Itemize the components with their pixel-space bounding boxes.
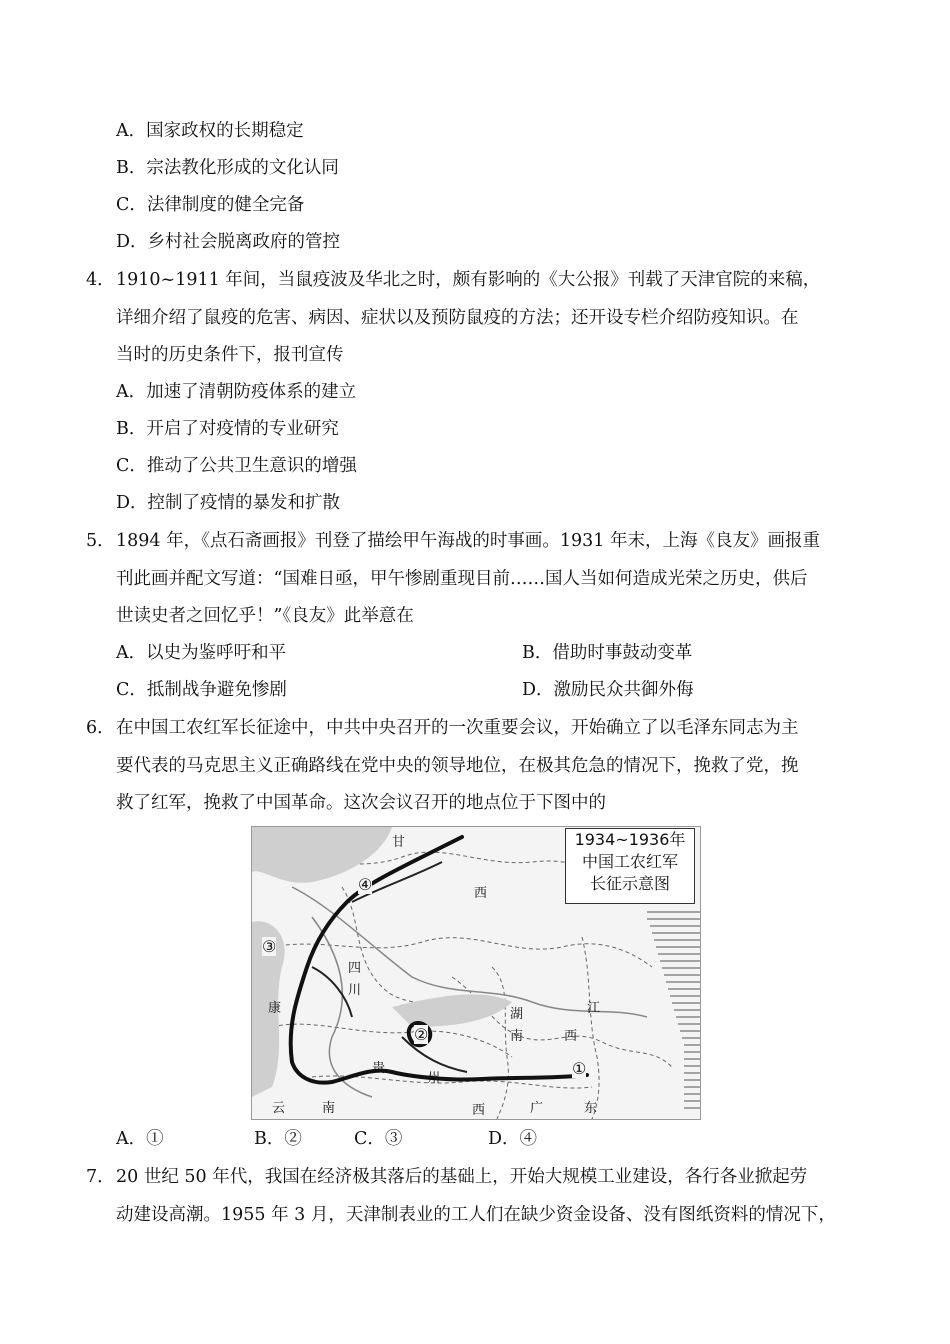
map-label-hu: 湖 xyxy=(510,1007,524,1022)
q3-option-a: A．国家政权的长期稳定 xyxy=(116,121,304,141)
q6-stem-line-2: 要代表的马克思主义正确路线在党中央的领导地位，在极其危急的情况下，挽救了党，挽 xyxy=(116,756,799,776)
map-label-jiang: 江 xyxy=(587,1001,601,1016)
legend-line-2: 中国工农红军 xyxy=(581,852,678,871)
q5-option-c: C．抵制战争避免惨剧 xyxy=(116,680,287,700)
q4-stem-line-2: 详细介绍了鼠疫的危害、病因、症状以及预防鼠疫的方法；还开设专栏介绍防疫知识。在 xyxy=(116,308,799,328)
marker-4: ④ xyxy=(358,875,373,894)
map-label-guang: 广 xyxy=(530,1101,544,1116)
q4-option-d: D．控制了疫情的暴发和扩散 xyxy=(116,493,341,513)
q4-stem-line-1: 1910~1911 年间，当鼠疫波及华北之时，颇有影响的《大公报》刊载了天津官院的来稿， xyxy=(116,270,821,290)
map-label-kang: 康 xyxy=(268,1001,282,1016)
q6-option-d: D．④ xyxy=(488,1129,538,1149)
q5-option-a: A．以史为鉴呼吁和平 xyxy=(116,643,287,663)
q5-option-d: D．激励民众共御外侮 xyxy=(522,680,694,700)
map-label-si: 四 xyxy=(348,961,362,976)
map-legend xyxy=(565,828,695,904)
legend-line-3: 长征示意图 xyxy=(589,874,670,893)
q7-number: 7． xyxy=(86,1167,115,1187)
q6-stem-line-3: 救了红军，挽救了中国革命。这次会议召开的地点位于下图中的 xyxy=(116,793,606,813)
q6-number: 6． xyxy=(86,718,115,738)
marker-1: ① xyxy=(572,1059,587,1078)
marker-3: ③ xyxy=(262,937,277,956)
q5-number: 5． xyxy=(86,531,115,551)
map-label-xi-1: 西 xyxy=(474,886,488,901)
map-label-yun: 云 xyxy=(272,1101,286,1116)
map-label-gui: 贵 xyxy=(372,1061,386,1076)
map-label-xi-3: 西 xyxy=(472,1103,486,1118)
q5-stem-line-2: 刊此画并配文写道：“国难日亟，甲午惨剧重现目前……国人当如何造成光荣之历史，供后 xyxy=(116,569,808,589)
map-label-xi-2: 西 xyxy=(564,1029,578,1044)
q6-option-b: B．② xyxy=(254,1129,302,1149)
q7-stem-line-2: 动建设高潮。1955 年 3 月，天津制表业的工人们在缺少资金设备、没有图纸资料的情况下， xyxy=(116,1205,836,1225)
map-label-gan: 甘 xyxy=(392,835,406,850)
marker-2: ② xyxy=(414,1025,429,1044)
q5-stem-line-3: 世读史者之回忆乎！”《良友》此举意在 xyxy=(116,606,414,626)
legend-line-1: 1934~1936年 xyxy=(574,830,686,849)
map-label-chuan: 川 xyxy=(348,983,362,998)
q6-option-a: A．① xyxy=(116,1129,164,1149)
map-label-nan-1: 南 xyxy=(510,1029,524,1044)
q6-stem-line-1: 在中国工农红军长征途中，中共中央召开的一次重要会议，开始确立了以毛泽东同志为主 xyxy=(116,718,799,738)
q3-option-b: B．宗法教化形成的文化认同 xyxy=(116,158,339,178)
map-label-zhou: 州 xyxy=(427,1071,441,1086)
q3-option-d: D．乡村社会脱离政府的管控 xyxy=(116,232,341,252)
q7-stem-line-1: 20 世纪 50 年代，我国在经济极其落后的基础上，开始大规模工业建设，各行各业掀起劳 xyxy=(116,1167,808,1187)
q6-option-c: C．③ xyxy=(354,1129,403,1149)
q4-option-c: C．推动了公共卫生意识的增强 xyxy=(116,456,357,476)
map-label-dong: 东 xyxy=(584,1101,598,1116)
map-label-nan-2: 南 xyxy=(322,1101,336,1116)
q4-option-b: B．开启了对疫情的专业研究 xyxy=(116,419,339,439)
q4-option-a: A．加速了清朝防疫体系的建立 xyxy=(116,382,357,402)
q4-number: 4． xyxy=(86,270,115,290)
q5-option-b: B．借助时事鼓动变革 xyxy=(522,643,693,663)
q3-option-c: C．法律制度的健全完备 xyxy=(116,195,305,215)
q4-stem-line-3: 当时的历史条件下，报刊宣传 xyxy=(116,345,344,365)
q5-stem-line-1: 1894 年，《点石斋画报》刊登了描绘甲午海战的时事画。1931 年末，上海《良友》画报重 xyxy=(116,531,820,551)
